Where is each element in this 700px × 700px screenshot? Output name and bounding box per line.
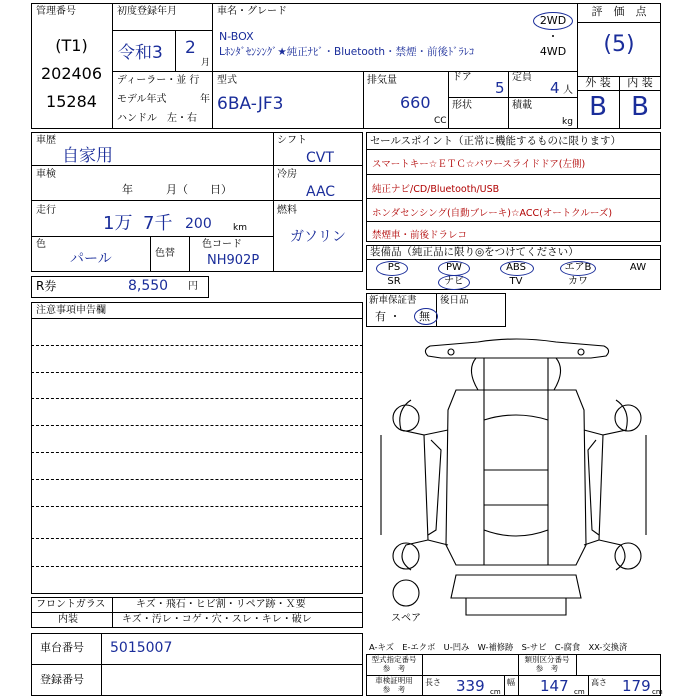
divider xyxy=(448,97,577,98)
drive-4wd: 4WD xyxy=(539,45,567,58)
notes-line xyxy=(31,538,363,539)
displacement-label: 排気量 xyxy=(367,75,397,86)
warranty-circled: 無 xyxy=(419,310,430,323)
equip-aw: AW xyxy=(629,262,647,273)
equip-abs-circle xyxy=(500,261,534,276)
equip-airbag: エアB xyxy=(564,262,592,273)
divider xyxy=(175,30,176,71)
divider xyxy=(31,612,363,613)
divider xyxy=(366,259,661,260)
divider xyxy=(366,221,661,222)
damage-legend: A-キズ E-エクボ U-凹み W-補修跡 S-サビ C-腐食 XX-交換済 xyxy=(369,642,628,652)
yen-unit: 円 xyxy=(188,281,198,292)
equip-title: 装備品（純正品に限り◎をつけてください） xyxy=(370,246,579,258)
shape-label: 形状 xyxy=(452,100,472,111)
kanri-line-2: 202406 xyxy=(40,64,103,83)
fuel-label: 燃料 xyxy=(277,205,297,216)
kg-unit: kg xyxy=(562,117,573,127)
displacement-value: 660 xyxy=(400,93,431,112)
car-name: N-BOX xyxy=(219,30,254,43)
notes-line xyxy=(31,566,363,567)
equip-sr: SR xyxy=(387,276,401,287)
type-value: 6BA-JF3 xyxy=(217,94,284,114)
sales-title: セールスポイント（正常に機能するものに限ります） xyxy=(370,135,622,147)
mileage-man: 1万 xyxy=(103,213,133,234)
equip-tv: TV xyxy=(509,276,523,287)
interior-value: キズ・汚レ・コゲ・穴・スレ・キレ・破レ xyxy=(122,614,312,625)
equip-pw-circle xyxy=(438,261,470,276)
length-value: 339 xyxy=(456,677,485,695)
chassis-label: 車台番号 xyxy=(40,641,84,654)
capacity-value: 4 xyxy=(550,79,560,97)
history-label: 車歴 xyxy=(36,135,56,146)
divider xyxy=(577,22,661,23)
fuel-value: ガソリン xyxy=(290,229,346,245)
exterior-grade: B xyxy=(589,92,607,122)
divider xyxy=(212,3,213,129)
equip-navi: ナビ xyxy=(444,276,464,287)
reg-label: 登録番号 xyxy=(40,673,84,686)
height-unit: cm xyxy=(652,688,663,696)
notes-label: 注意事項申告欄 xyxy=(36,305,106,316)
warranty-label: 新車保証書 xyxy=(369,295,417,306)
mileage-rest: 200 xyxy=(185,216,212,232)
divider xyxy=(422,654,423,696)
color-code-label: 色コード xyxy=(202,239,242,250)
era-value: 令和3 xyxy=(118,43,163,63)
door-label: ドア xyxy=(452,72,472,83)
shodo-label: 初度登録年月 xyxy=(117,6,177,17)
warranty-value: 有 ・ xyxy=(375,310,401,323)
mileage-sen: 7千 xyxy=(143,213,173,234)
type-designation-label: 型式指定番号 xyxy=(371,655,417,664)
divider xyxy=(112,3,113,129)
ref-2: 参 考 xyxy=(535,664,559,673)
notes-line xyxy=(31,506,363,507)
eval-label: 評 価 点 xyxy=(591,5,647,18)
warranty-circle xyxy=(414,308,438,325)
drive-dot: ・ xyxy=(547,30,559,43)
kanri-line-1: (T1) xyxy=(55,36,88,55)
color-label: 色 xyxy=(36,239,46,250)
divider xyxy=(273,132,274,272)
divider xyxy=(448,71,449,129)
sales-line-3: ホンダセンシング(自動ブレーキ)☆ACC(オートクルーズ) xyxy=(372,208,613,219)
notes-line xyxy=(31,372,363,373)
recycle-frame xyxy=(31,276,209,298)
color-code-value: NH902P xyxy=(207,253,260,268)
inspection-value: 年 月（ 日） xyxy=(122,183,232,196)
type-label: 型式 xyxy=(217,75,237,86)
front-glass-value: キズ・飛石・ヒビ割・リペア跡・Ｘ要 xyxy=(136,599,306,610)
width-unit: cm xyxy=(574,688,585,696)
divider xyxy=(150,236,151,272)
kanri-line-3: 15284 xyxy=(46,92,97,111)
later-label: 後日品 xyxy=(440,295,469,306)
drive-2wd: 2WD xyxy=(539,14,567,27)
load-label: 積載 xyxy=(512,100,532,111)
door-value: 5 xyxy=(495,79,505,97)
divider xyxy=(504,675,505,696)
kanri-label: 管理番号 xyxy=(36,6,76,17)
divider xyxy=(366,198,661,199)
divider xyxy=(189,236,190,272)
interior-label: 内装 xyxy=(58,614,78,625)
sales-line-4: 禁煙車・前後ドラレコ xyxy=(372,230,468,241)
grade: Lﾎﾝﾀﾞｾﾝｼﾝｸﾞ★純正ﾅﾋﾞ・Bluetooth・禁煙・前後ﾄﾞﾗﾚｺ xyxy=(219,46,475,58)
chassis-value: 5015007 xyxy=(110,640,173,656)
model-year-label: モデル年式 xyxy=(117,94,167,105)
eval-score: (5) xyxy=(603,32,635,57)
mileage-label: 走行 xyxy=(36,205,56,216)
equip-airbag-circle xyxy=(560,261,596,276)
length-label: 長さ xyxy=(425,678,441,687)
front-glass-label: フロントガラス xyxy=(36,599,106,610)
equip-pw: PW xyxy=(446,262,462,273)
color-value: パール xyxy=(70,251,112,267)
divider xyxy=(366,174,661,175)
car-diagram-icon xyxy=(366,330,661,630)
spare-label: スペア xyxy=(391,613,421,624)
width-value: 147 xyxy=(540,677,569,695)
ac-value: AAC xyxy=(306,184,336,200)
capacity-label: 定員 xyxy=(512,72,532,83)
width-label: 幅 xyxy=(507,678,515,687)
divider xyxy=(366,149,661,150)
month-unit: 月 xyxy=(201,58,211,68)
notes-line xyxy=(31,452,363,453)
interior-label: 内 装 xyxy=(627,76,653,89)
km-unit: km xyxy=(233,223,247,233)
equip-abs: ABS xyxy=(506,262,526,273)
color-change-label: 色替 xyxy=(155,248,175,259)
notes-line xyxy=(31,345,363,346)
divider xyxy=(588,675,589,696)
interior-grade: B xyxy=(631,92,649,122)
year-unit: 年 xyxy=(200,94,210,105)
cert-label: 車検証明用 xyxy=(375,676,413,685)
divider xyxy=(576,654,577,675)
recycle-label: R券 xyxy=(36,279,57,293)
divider xyxy=(31,318,363,319)
ac-label: 冷房 xyxy=(277,169,297,180)
shift-value: CVT xyxy=(306,150,334,166)
length-unit: cm xyxy=(490,688,501,696)
sales-line-2: 純正ナビ/CD/Bluetooth/USB xyxy=(372,184,500,195)
model-label: 車名・グレード xyxy=(217,6,287,17)
divider xyxy=(31,200,273,201)
cc-unit: CC xyxy=(434,116,447,126)
divider xyxy=(273,200,363,201)
divider xyxy=(101,633,102,696)
divider xyxy=(31,664,363,665)
divider xyxy=(112,30,212,31)
history-value: 自家用 xyxy=(62,146,113,166)
divider xyxy=(112,597,113,628)
shift-label: シフト xyxy=(277,135,307,146)
sales-line-1: スマートキー☆ＥＴＣ☆パワースライドドア(左側) xyxy=(372,159,586,170)
inspection-label: 車検 xyxy=(36,169,56,180)
equip-navi-circle xyxy=(438,275,470,290)
recycle-value: 8,550 xyxy=(128,278,169,294)
divider xyxy=(436,293,437,327)
notes-line xyxy=(31,425,363,426)
ref-1: 参 考 xyxy=(382,664,406,673)
height-value: 179 xyxy=(622,677,651,695)
month-value: 2 xyxy=(185,38,196,58)
category-label: 類別区分番号 xyxy=(524,655,570,664)
exterior-label: 外 装 xyxy=(585,76,611,89)
equip-leather: カワ xyxy=(568,276,588,287)
divider xyxy=(31,236,273,237)
notes-line xyxy=(31,479,363,480)
divider xyxy=(508,71,509,129)
divider xyxy=(363,71,364,129)
height-label: 高さ xyxy=(591,678,607,687)
notes-line xyxy=(31,398,363,399)
handle-label: ハンドル 左・右 xyxy=(117,113,197,124)
ref-3: 参 考 xyxy=(382,685,406,694)
capacity-unit: 人 xyxy=(563,85,573,96)
equip-ps: PS xyxy=(387,262,401,273)
equip-ps-circle xyxy=(376,261,408,276)
dealer-label: ディーラー・並 行 xyxy=(117,75,200,86)
